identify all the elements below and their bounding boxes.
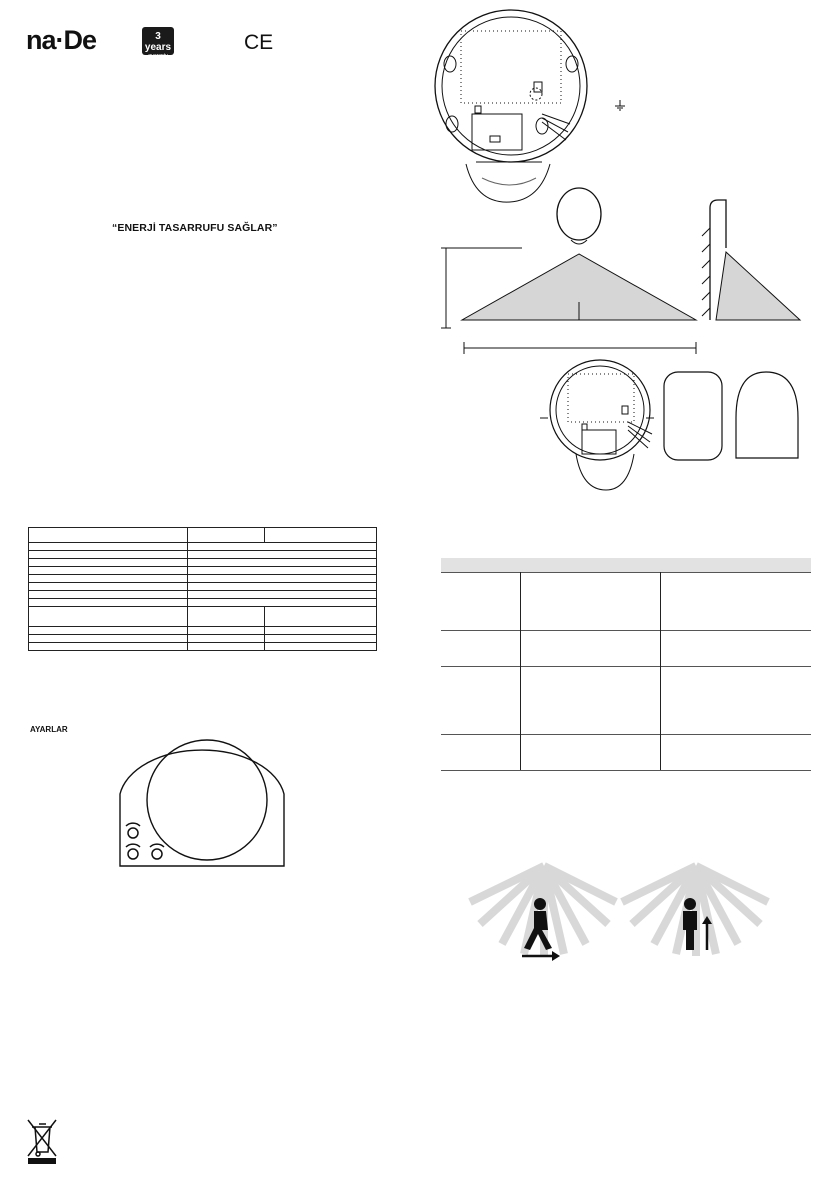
- ce-text: CE: [244, 31, 274, 54]
- ce-mark-icon: [244, 30, 276, 52]
- warranty-badge: [142, 27, 174, 59]
- table-row: [29, 635, 377, 643]
- cover-square: [664, 372, 722, 460]
- table-row: [29, 551, 377, 559]
- table-row: [29, 575, 377, 583]
- motion-direction-diagram: [466, 866, 776, 966]
- logo-text: na·De: [26, 25, 97, 55]
- sensor-lens: [147, 740, 267, 860]
- table-row: [29, 567, 377, 575]
- table-row: [29, 643, 377, 651]
- table-row: [441, 630, 811, 666]
- spec-table: [28, 527, 377, 651]
- housing-outline: [120, 750, 284, 866]
- table-row: [441, 734, 811, 770]
- mode-table: [441, 558, 811, 771]
- table-row: [29, 528, 377, 543]
- ground-icon: [615, 100, 625, 110]
- detection-range-diagram: [436, 188, 806, 358]
- table-row: [29, 627, 377, 635]
- table-row: [29, 559, 377, 567]
- table-row: [441, 558, 811, 572]
- fixture-with-covers: [536, 362, 816, 496]
- table-row: [29, 607, 377, 627]
- weee-bin-icon: [26, 1118, 58, 1166]
- slogan: “ENERJİ TASARRUFU SAĞLAR”: [112, 222, 278, 234]
- warranty-word: guaranty: [148, 53, 168, 59]
- settings-diagram: [118, 740, 288, 870]
- table-row: [29, 591, 377, 599]
- fixture-back-view: [430, 14, 660, 204]
- table-row: [441, 572, 811, 630]
- table-row: [29, 543, 377, 551]
- warranty-years: 3 years: [144, 31, 172, 53]
- nade-logo: [26, 26, 136, 56]
- table-row: [29, 583, 377, 591]
- wall-mount-side: [702, 200, 800, 320]
- settings-title: AYARLAR: [30, 725, 68, 734]
- knob-icon: [126, 823, 164, 859]
- table-row: [29, 599, 377, 607]
- cover-round: [736, 372, 798, 458]
- table-row: [441, 666, 811, 734]
